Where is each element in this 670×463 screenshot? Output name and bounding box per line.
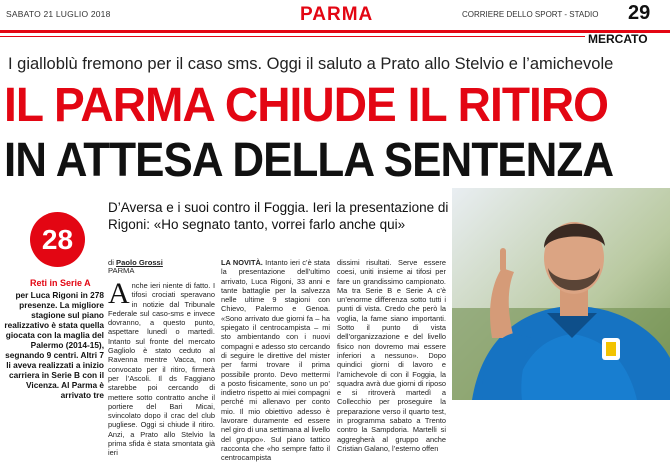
page-number: 29 — [628, 2, 651, 24]
dateline-city: PARMA — [108, 266, 135, 275]
subsection-label: MERCATO — [588, 32, 648, 46]
section-title: PARMA — [300, 4, 374, 25]
column-2-text: Intanto ieri c’è stata la presentazione dell’ultimo arrivato, Luca Rigoni, 33 anni e tante battaglie per la salvezza nelle ultime 9 stagioni con Chievo, Palermo e Genoa. «Sono arrivato due giorni fa – ha spiegato il centrocampista – mi sto ambientando con i nuovi compagni e adesso sto cercando di seguire le direttive del mister per farmi trovare il prima possibile pronto. Devo mettermi a posto fisicamente, sono un po’ indietro rispetto ai miei compagni perché mi allenavo per conto mio. Il mio obiettivo adesso è lavorare duramente ed essere nel giro di una settimana al livello del gruppo». Sul piano tattico racconta che «ho sempre fatto il centrocampista — [221, 258, 330, 463]
column-1-text: nche ieri niente di fatto. I tifosi crociati speravano in notizie dal Tribunale Federale sul caso-sms e invece dovranno, a questo punto, aspettare lunedì o martedì. Intanto sul fronte del mercato Gagliolo è stato ceduto al Ravenna mentre Vacca, non convocato per il ritiro, firmerà per l’Ascoli. Il ds Faggiano starebbe poi cercando di mettere sotto contratto anche il portiere del Bari Micai, svincolato dopo il crac del club pugliese. Oggi si chiude il ritiro. Anzi, a Prato allo Stelvio la prima sfida è stata smontata già ieri — [108, 281, 215, 458]
author-name: Paolo Grossi — [116, 258, 163, 267]
stat-title: Reti in Serie A — [30, 278, 91, 288]
article-subheadline: D’Aversa e i suoi contro il Foggia. Ieri la presentazione di Rigoni: «Ho segnato tanto, vorrei farlo anche qui» — [108, 200, 449, 232]
column-3-text: dissimi risultati. Serve essere coesi, uniti insieme ai tifosi per fare un grandissimo campionato. Ma tra Serie B e Serie A c’è un’enorme differenza sotto tutti i punti di vista. Credo che però la voglia, la fame siano importanti. Sotto il punto di vista dell’organizzazione e del livello fisico non dovremo mai essere inferiori a nessuno». Dopo quindici giorni di lavoro e l’amichevole di con il Foggia, la squadra avrà due giorni di riposo e si ritroverà martedì a Collecchio per proseguire la preparazione verso il quarto test, in programma sabato a Trento contro la Sampdoria. Martelli si aggregherà al gruppo anche Cristian Galano, l’esterno offen — [337, 258, 446, 453]
issue-date: SABATO 21 LUGLIO 2018 — [6, 9, 111, 19]
column-2-lead: LA NOVITÀ. — [221, 258, 263, 267]
subsection-rule — [0, 36, 585, 37]
headline-secondary: IN ATTESA DELLA SENTENZA — [4, 134, 614, 187]
header-rule — [0, 30, 670, 33]
byline-prefix: di — [108, 258, 114, 267]
article-kicker: I gialloblù fremono per il caso sms. Oggi il saluto a Prato allo Stelvio e l’amichevole — [8, 55, 614, 73]
article-column-2 — [221, 258, 330, 463]
publication-name: CORRIERE DELLO SPORT - STADIO — [462, 10, 599, 19]
stat-body: per Luca Rigoni in 278 presenze. La migliore stagione sul piano realizzativo è stata quella giocata con la maglia del Palermo (2014-15), segnando 9 centri. Altri 7 li aveva realizzati a inizio carriera in Serie B con il Vicenza. Al Parma è arrivato tre — [4, 290, 104, 400]
drop-cap: A — [108, 277, 130, 310]
stat-number-badge: 28 — [30, 212, 85, 267]
headline-primary: IL PARMA CHIUDE IL RITIRO — [4, 79, 609, 132]
article-column-3 — [337, 258, 446, 453]
coach-photo-illustration — [452, 188, 670, 400]
article-column-1 — [108, 277, 215, 458]
coach-photo — [452, 188, 670, 400]
